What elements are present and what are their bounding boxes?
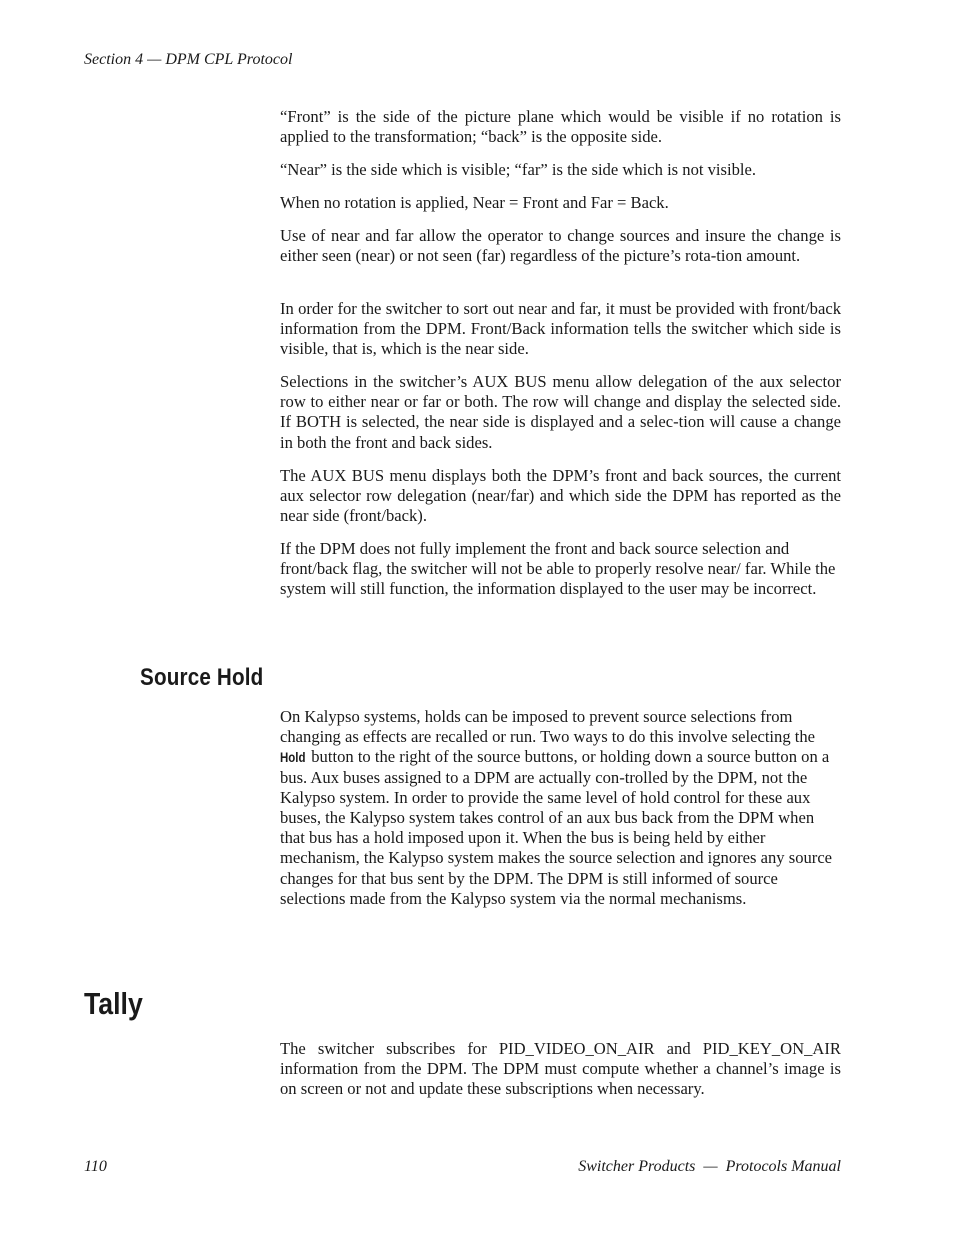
paragraph-no-rotation: When no rotation is applied, Near = Front and Far = Back. bbox=[280, 193, 669, 212]
page-number: 110 bbox=[84, 1158, 107, 1175]
source-hold-text-before: On Kalypso systems, holds can be imposed to prevent source selections from changing as effects are recalled or run. Two ways to do this involve selecting the bbox=[280, 707, 816, 747]
section-heading-tally: Tally bbox=[84, 986, 143, 1021]
manual-title: Switcher Products — Protocols Manual bbox=[578, 1158, 841, 1175]
section-heading-source-hold: Source Hold bbox=[140, 664, 264, 691]
source-hold-text-after: button to the right of the source buttons, or holding down a source button on a bus. Aux buses assigned to a DPM are actually con-trolled by the DPM, not the Kalypso system. In order to provide the same level of hold control for these aux buses, the Kalypso system takes control of an aux bus back from the DPM when that bus has a hold imposed upon it. When the bus is being held by either mechanism, the Kalypso system makes the source selection and ignores any source changes for that bus sent by the DPM. The DPM is still informed of source selections made from the Kalypso system via the normal mechanisms. bbox=[280, 747, 833, 908]
paragraph-dpm-implementation: If the DPM does not fully implement the front and back source selection and front/back flag, the switcher will not be able to properly resolve near/ far. While the system will still function, the information displayed to the user may be incorrect. bbox=[280, 539, 836, 599]
paragraph-use-near-far: Use of near and far allow the operator to change sources and insure the change is either seen (near) or not seen (far) regardless of the picture’s rota-tion amount. bbox=[280, 226, 841, 266]
running-head: Section 4 — DPM CPL Protocol bbox=[84, 51, 293, 68]
paragraph-source-hold bbox=[280, 707, 841, 909]
paragraph-near-far: “Near” is the side which is visible; “far” is the side which is not visible. bbox=[280, 160, 757, 179]
paragraph-aux-bus-selections: Selections in the switcher’s AUX BUS menu allow delegation of the aux selector row to either near or far or both. The row will change and display the selected side. If BOTH is selected, the near side is displayed and a selec-tion will cause a change in both the front and back sides. bbox=[280, 372, 841, 452]
paragraph-sort-near-far: In order for the switcher to sort out near and far, it must be provided with front/back information from the DPM. Front/Back information tells the switcher which side is visible, that is, which is the near side. bbox=[280, 299, 841, 359]
paragraph-tally: The switcher subscribes for PID_VIDEO_ON_AIR and PID_KEY_ON_AIR information from the DPM. The DPM must compute whether a channel’s image is on screen or not and update these subscriptions when necessary. bbox=[280, 1039, 841, 1099]
paragraph-aux-bus-menu: The AUX BUS menu displays both the DPM’s front and back sources, the current aux selector row delegation (near/far) and which side the DPM has reported as the near side (front/back). bbox=[280, 466, 841, 526]
paragraph-front-back: “Front” is the side of the picture plane which would be visible if no rotation is applied to the transformation; “back” is the opposite side. bbox=[280, 107, 841, 147]
hold-button-label: Hold bbox=[280, 749, 306, 766]
